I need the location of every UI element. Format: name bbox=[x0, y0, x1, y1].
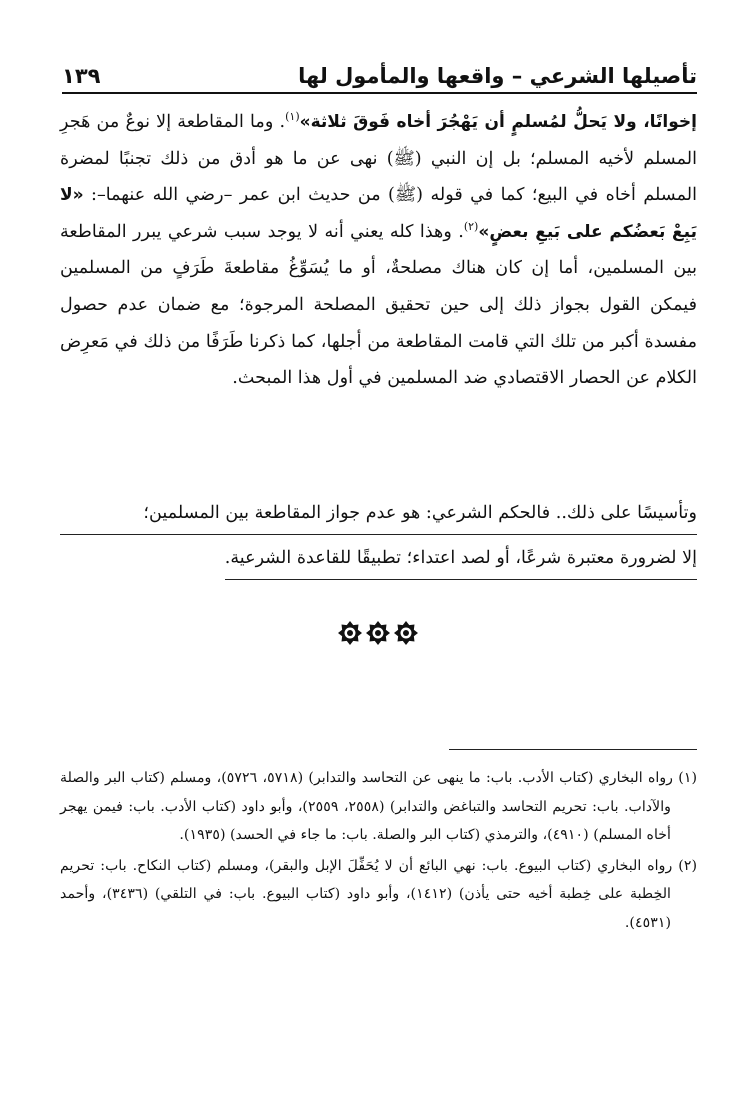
ornament-flower bbox=[394, 621, 418, 645]
header-rule bbox=[62, 92, 697, 94]
page-number: ١٣٩ bbox=[62, 64, 101, 88]
paragraph-text-2: . وهذا كله يعني أنه لا يوجد سبب شرعي يبرر المقاطعة بين المسلمين، أما إن كان هناك مصلحةٌ، أو ما يُسَوِّغُ مقاطعةَ طَرَفٍ من المسلمين فيمكن القول بجواز ذلك إلى حين تحقيق المصلحة المرجوة؛ مع ضمان عدم حصول مفسدة أكبر من تلك التي قامت المقاطعة من أجلها، كما ذكرنا طَرَفًا من ذلك في مَعرِض الكلام عن الحصار الاقتصادي ضد المسلمين في أول هذا المبحث. bbox=[60, 221, 697, 389]
ruling-line-2: إلا لضرورة معتبرة شرعًا، أو لصد اعتداء؛ تطبيقًا للقاعدة الشرعية. bbox=[225, 539, 697, 580]
footnote-ref-2[interactable]: (٢) bbox=[463, 219, 479, 233]
paragraph bbox=[60, 104, 697, 397]
ruling-line-1: وتأسيسًا على ذلك.. فالحكم الشرعي: هو عدم جواز المقاطعة بين المسلمين؛ bbox=[60, 494, 697, 535]
hadith-quote-2: «لا يَبِعْ بَعضُكم على بَيعِ بعضٍ» bbox=[60, 185, 697, 242]
paragraph-text: . وما المقاطعة إلا نوعٌ من هَجرِ المسلم لأخيه المسلم؛ بل إن النبي (ﷺ) نهى عن ما هو أدق من ذلك تجنبًا لمضرة المسلم أخاه في البيع؛ كما في قوله (ﷺ) من حديث ابن عمر –رضي الله عنهما–: bbox=[60, 112, 697, 206]
header-title: تأصيلها الشرعي – واقعها والمأمول لها bbox=[298, 64, 697, 88]
main-text bbox=[60, 104, 697, 397]
hadith-quote: إخوانًا، ولا يَحلُّ لمُسلمٍ أن يَهْجُرَ أخاه فَوقَ ثلاثة» bbox=[299, 112, 697, 132]
ornament-flower bbox=[338, 621, 362, 645]
footnotes bbox=[60, 764, 697, 940]
ruling-statement bbox=[60, 494, 697, 584]
footnote-1: (١) رواه البخاري (كتاب الأدب. باب: ما ينهى عن التحاسد والتدابر) (٥٧١٨، ٥٧٢٦)، ومسلم (كتاب البر والصلة والآداب. باب: تحريم التحاسد والتباغض والتدابر) (٢٥٥٨، ٢٥٥٩)، وأبو داود (كتاب الأدب. باب: فيمن يهجر أخاه المسلم) (٤٩١٠)، والترمذي (كتاب البر والصلة. باب: ما جاء في الحسد) (١٩٣٥). bbox=[60, 770, 698, 844]
footnote-2: (٢) رواه البخاري (كتاب البيوع. باب: نهي البائع أن لا يُحَفِّلَ الإبل والبقر)، ومسلم (كتاب النكاح. باب: تحريم الخِطبة على خِطبة أخيه حتى يأذن) (١٤١٢)، وأبو داود (كتاب البيوع. باب: في التلقي) (٣٤٣٦)، وأحمد (٤٥٣١). bbox=[60, 857, 697, 931]
running-header bbox=[62, 56, 697, 90]
ornament-flowers-icon bbox=[336, 620, 420, 646]
section-ornament bbox=[0, 620, 755, 646]
footnote-ref-1[interactable]: (١) bbox=[285, 110, 300, 124]
footnote-separator bbox=[449, 749, 697, 750]
ornament-flower bbox=[366, 621, 390, 645]
